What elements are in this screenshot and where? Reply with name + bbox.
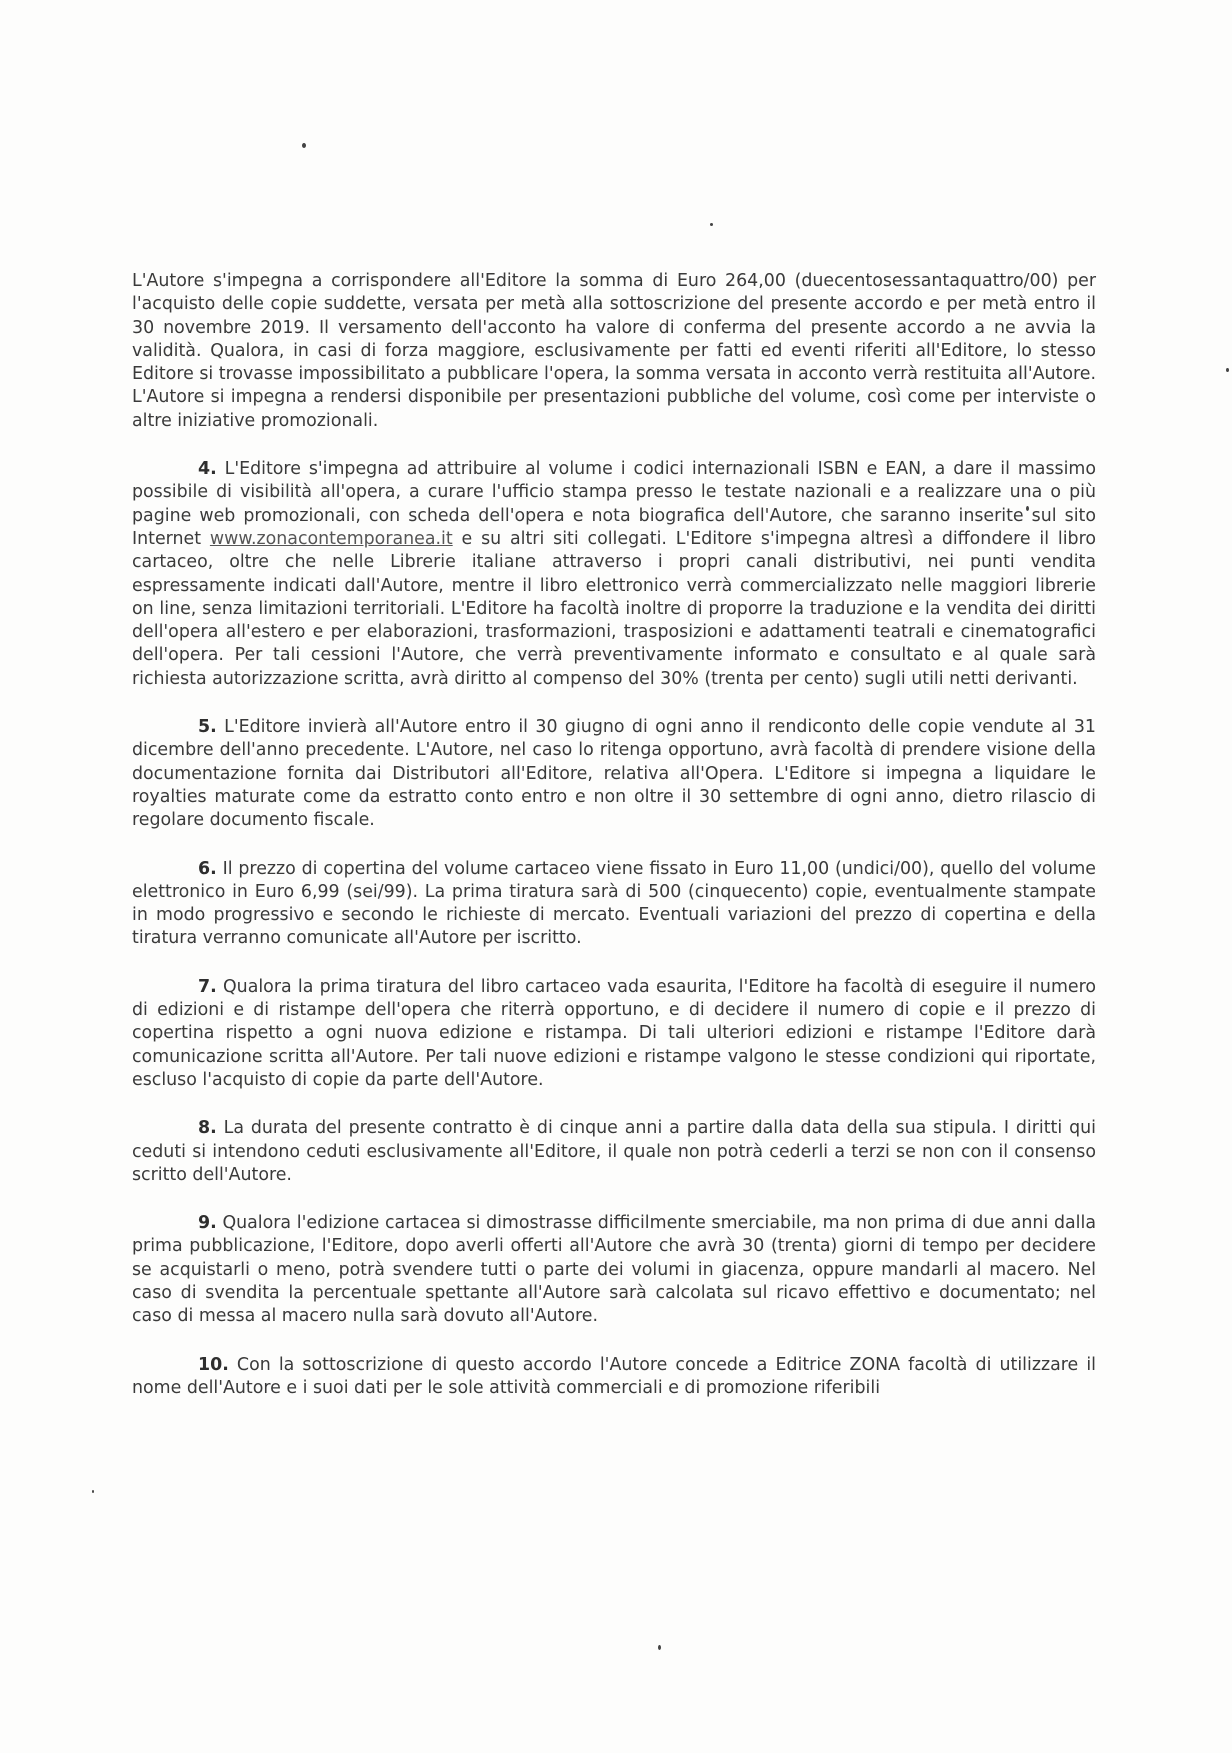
clause-number: 5.: [198, 717, 217, 738]
clause-text: La durata del presente contratto è di cinque anni a partire dalla data della sua stipula. I diritti qui ceduti si intendono ceduti esclusivamente all'Editore, il quale non potrà cederli a terzi se non con il consenso scritto dell'Autore.: [132, 1118, 1096, 1185]
clause-text: Con la sottoscrizione di questo accordo l'Autore concede a Editrice ZONA facoltà di utilizzare il nome dell'Autore e i suoi dati per le sole attività commerciali e di promozione riferibili: [132, 1354, 1096, 1398]
scan-speck: [92, 1490, 94, 1493]
clause-text: Il prezzo di copertina del volume cartaceo viene fissato in Euro 11,00 (undici/00), quello del volume elettronico in Euro 6,99 (sei/99). La prima tiratura sarà di 500 (cinquecento) copie, eventualmente stampate in modo progressivo e secondo le richieste di mercato. Eventuali variazioni del prezzo di copertina e della tiratura verranno comunicate all'Autore per iscritto.: [132, 858, 1096, 949]
clause-text: Qualora l'edizione cartacea si dimostrasse difficilmente smerciabile, ma non prima di due anni dalla prima pubblicazione, l'Editore, dopo averli offerti all'Autore che avrà 30 (trenta) giorni di tempo per decidere se acquistarli o meno, potrà svendere tutti o parte dei volumi in giacenza, oppure mandarli al macero. Nel caso di svendita la percentuale spettante all'Autore sarà calcolata sul ricavo effettivo e documentato; nel caso di messa al macero nulla sarà dovuto all'Autore.: [132, 1213, 1096, 1327]
clause-text: L'Editore invierà all'Autore entro il 30 giugno di ogni anno il rendiconto delle copie vendute al 31 dicembre dell'anno precedente. L'Autore, nel caso lo ritenga opportuno, avrà facoltà di prendere visione della documentazione fornita dai Distributori all'Editore, relativa all'Opera. L'Editore si impegna a liquidare le royalties maturate come da estratto conto entro e non oltre il 30 settembre di ogni anno, dietro rilascio di regolare documento fiscale.: [132, 717, 1097, 831]
clause-4: [132, 458, 1096, 691]
clause-text: L'Editore s'impegna ad attribuire al volume i codici internazionali ISBN e EAN, a dare il massimo possibile di visibilità all'opera, a curare l'ufficio stampa presso le testate nazionali e a realizzare una o più pagine web promozionali, con scheda dell'opera e nota biografica dell'Autore, che saranno inserite sul sito Internet: [132, 459, 1096, 549]
clause-number: 9.: [198, 1213, 217, 1234]
scan-speck: [1226, 368, 1229, 372]
clause-text: Qualora la prima tiratura del libro cartaceo vada esaurita, l'Editore ha facoltà di eseguire il numero di edizioni e di ristampe dell'opera che riterrà opportuno, e di decidere il numero di copie e il prezzo di copertina rispetto a ogni nuova edizione e ristampa. Di tali ulteriori edizioni e ristampe l'Editore darà comunicazione scritta all'Autore. Per tali nuove edizioni e ristampe valgono le stesse condizioni qui riportate, escluso l'acquisto di copie da parte dell'Autore.: [132, 976, 1097, 1090]
website-link[interactable]: www.zonacontemporanea.it: [209, 528, 453, 549]
clause-number: 4.: [198, 459, 217, 480]
clause-text: e su altri siti collegati. L'Editore s'impegna altresì a diffondere il libro cartaceo, oltre che nelle Librerie italiane attraverso i propri canali distributivi, nei punti vendita espressamente indicati dall'Autore, mentre il libro elettronico verrà commercializzato nelle maggiori librerie on line, senza limitazioni territoriali. L'Editore ha facoltà inoltre di proporre la traduzione e la vendita dei diritti dell'opera all'estero e per elaborazioni, trasformazioni, trasposizioni e adattamenti teatrali e cinematografici dell'opera. Per tali cessioni l'Autore, che verrà preventivamente informato e consultato e al quale sarà richiesta autorizzazione scritta, avrà diritto al compenso del 30% (trenta per cento) sugli utili netti derivanti.: [132, 528, 1096, 689]
clause-7: [132, 976, 1096, 1092]
scan-speck: [658, 1645, 661, 1650]
scan-speck: [302, 143, 306, 148]
contract-text: [132, 270, 1096, 1400]
intro-paragraph: L'Autore s'impegna a corrispondere all'Editore la somma di Euro 264,00 (duecentosessantaquattro/00) per l'acquisto delle copie suddette, versata per metà alla sottoscrizione del presente accordo e per metà entro il 30 novembre 2019. Il versamento dell'acconto ha valore di conferma del presente accordo a ne avvia la validità. Qualora, in casi di forza maggiore, esclusivamente per fatti ed eventi riferiti all'Editore, lo stesso Editore si trovasse impossibilitato a pubblicare l'opera, la somma versata in acconto verrà restituita all'Autore. L'Autore si impegna a rendersi disponibile per presentazioni pubbliche del volume, così come per interviste o altre iniziative promozionali.: [132, 271, 1096, 431]
clause-5: [132, 716, 1096, 832]
clause-number: 6.: [198, 858, 217, 879]
clause-10: [132, 1354, 1096, 1401]
scan-speck: [710, 223, 713, 226]
clause-9: [132, 1212, 1096, 1328]
clause-number: 7.: [198, 976, 217, 997]
clause-number: 10.: [198, 1354, 229, 1375]
clause-number: 8.: [198, 1118, 217, 1139]
clause-8: [132, 1117, 1096, 1187]
clause-6: [132, 858, 1096, 951]
